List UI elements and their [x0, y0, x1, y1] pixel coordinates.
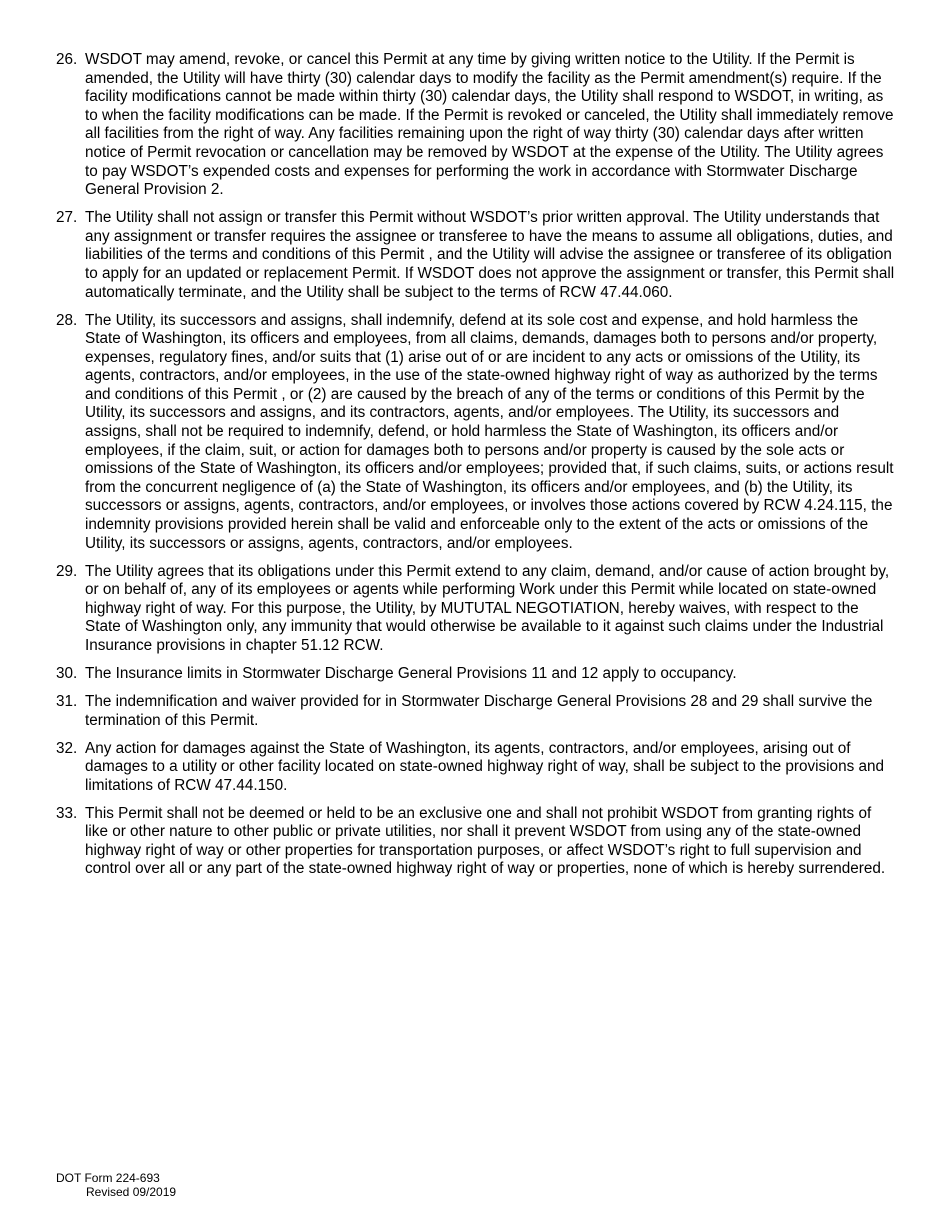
provision-number: 32. — [56, 739, 78, 757]
provision-number: 26. — [56, 51, 78, 68]
revision-date: Revised 09/2019 — [86, 1185, 177, 1199]
provision-number: 31. — [56, 692, 78, 710]
provision-item — [56, 209, 898, 302]
provision-number: 30. — [56, 664, 78, 682]
form-footer — [56, 1171, 176, 1199]
provision-item — [56, 665, 898, 684]
provision-text: This Permit shall not be deemed or held to be an exclusive one and shall not prohibit WSDOT from granting rights of like or other nature to other public or private utilities, nor shall it prevent WSDOT from using any of the state-owned highway right of way or other properties for transportation purposes, or affect WSDOT’s right to full supervision and control over all or any part of the state-owned highway right of way or properties, none of which is hereby surrendered. — [85, 804, 886, 878]
provision-number: 27. — [56, 209, 78, 227]
provision-text: The Insurance limits in Stormwater Discharge General Provisions 11 and 12 apply to occupancy. — [85, 664, 737, 682]
provision-number: 29. — [56, 562, 78, 580]
provision-text: The Utility shall not assign or transfer this Permit without WSDOT’s prior written approval. The Utility understands that any assignment or transfer requires the assignee or transferee to have the means to assume all obligations, duties, and liabilities of the terms and conditions of this Permit , and the Utility will advise the assignee or transferee of its obligation to apply for an updated or replacement Permit. If WSDOT does not approve the assignment or transfer, this Permit shall automatically terminate, and the Utility shall be subject to the terms of RCW 47.44.060. — [85, 209, 895, 301]
form-number: DOT Form 224-693 — [56, 1171, 160, 1185]
provision-text: The Utility agrees that its obligations under this Permit extend to any claim, demand, and/or cause of action brought by, or on behalf of, any of its employees or agents while performing Work under this Permit while located on state-owned highway right of way. For this purpose, the Utility, by MUTUTAL NEGOTIATION, hereby waives, with respect to the State of Washington only, any immunity that would otherwise be available to it against such claims under the Industrial Insurance provisions in chapter 51.12 RCW. — [85, 562, 890, 654]
provision-item — [56, 312, 898, 554]
provision-number: 33. — [56, 804, 78, 822]
provision-item — [56, 563, 898, 656]
provision-text: WSDOT may amend, revoke, or cancel this Permit at any time by giving written notice to the Utility. If the Permit is amended, the Utility will have thirty (30) calendar days to modify the facility as the Permit amendment(s) require. If the facility modifications cannot be made within thirty (30) calendar days, the Utility shall respond to WSDOT, in writing, as to when the facility modifications can be made. If the Permit is revoked or canceled, the Utility shall immediately remove all facilities from the right of way. Any facilities remaining upon the right of way thirty (30) calendar days after written notice of Permit revocation or cancellation may be removed by WSDOT at the expense of the Utility. The Utility agrees to pay WSDOT’s expended costs and expenses for performing the work in accordance with Stormwater Discharge General Provision 2. — [85, 51, 894, 199]
provision-text: Any action for damages against the State of Washington, its agents, contractors, and/or employees, arising out of damages to a utility or other facility located on state-owned highway right of way, shall be subject to the provisions and limitations of RCW 47.44.150. — [85, 739, 884, 794]
provision-item — [56, 51, 898, 200]
provision-text: The indemnification and waiver provided for in Stormwater Discharge General Provisions 28 and 29 shall survive the termination of this Permit. — [85, 692, 873, 729]
provision-number: 28. — [56, 311, 78, 329]
provision-text: The Utility, its successors and assigns, shall indemnify, defend at its sole cost and expense, and hold harmless the State of Washington, its officers and employees, from all claims, demands, damages both to persons and/or property, expenses, regulatory fines, and/or suits that (1) arise out of or are incident to any acts or omissions of the Utility, its agents, contractors, and/or employees, in the use of the state-owned highway right of way as authorized by the terms and conditions of this Permit , or (2) are caused by the breach of any of the terms or conditions of this Permit by the Utility, its successors and assigns, and its contractors, agents, and/or employees. The Utility, its successors and assigns, shall not be required to indemnify, defend, or hold harmless the State of Washington, its officers and/or employees, if the claim, suit, or action for damages both to persons and/or property is caused by the sole acts or omissions of the State of Washington, its officers and/or employees; provided that, if such claims, suits, or actions result from the concurrent negligence of (a) the State of Washington, its officers and/or employees, and (b) the Utility, its successors or assigns, agents, contractors, and/or employees, or involves those actions covered by RCW 4.24.115, the indemnity provisions provided herein shall be valid and enforceable only to the extent of the acts or omissions of the Utility, its successors or assigns, agents, contractors, and/or employees. — [85, 311, 894, 552]
provision-item — [56, 693, 898, 730]
provision-list — [56, 51, 898, 888]
provision-item — [56, 740, 898, 796]
provision-item — [56, 805, 898, 879]
